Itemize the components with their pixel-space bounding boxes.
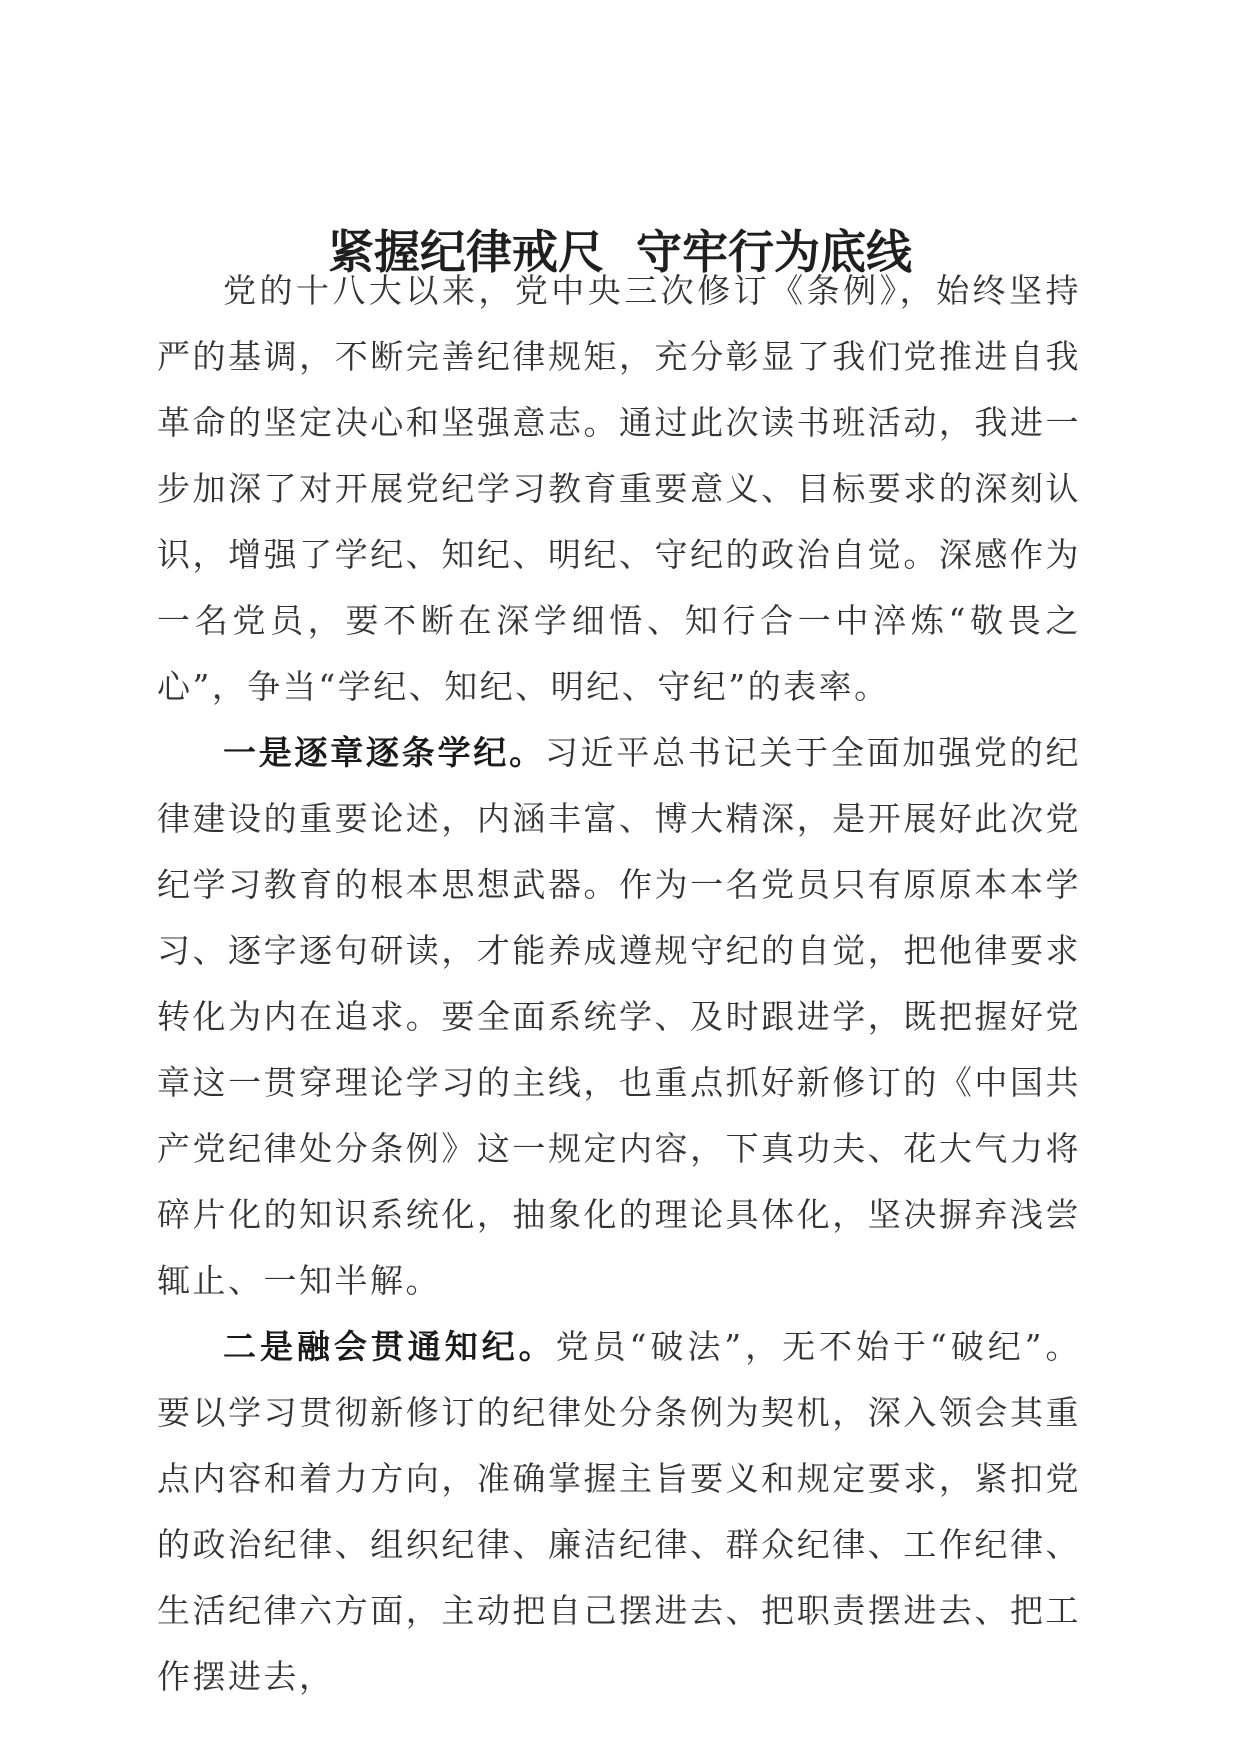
paragraph-text: 党的十八大以来，党中央三次修订《条例》，始终坚持严的基调，不断完善纪律规矩，充分彰显了我们党推进自我革命的坚定决心和坚强意志。通过此次读书班活动，我进一步加深了对开展党纪学习教育重要意义、目标要求的深刻认识，增强了学纪、知纪、明纪、守纪的政治自觉。深感作为一名党员，要不断在深学细悟、知行合一中淬炼“敬畏之心”，争当“学纪、知纪、明纪、守纪”的表率。 <box>157 271 1081 706</box>
paragraph-intro <box>157 258 1081 720</box>
paragraph-text: 习近平总书记关于全面加强党的纪律建设的重要论述，内涵丰富、博大精深，是开展好此次党纪学习教育的根本思想武器。作为一名党员只有原原本本学习、逐字逐句研读，才能养成遵规守纪的自觉，把他律要求转化为内在追求。要全面系统学、及时跟进学，既把握好党章这一贯穿理论学习的主线，也重点抓好新修订的《中国共产党纪律处分条例》这一规定内容，下真功夫、花大气力将碎片化的知识系统化，抽象化的理论具体化，坚决摒弃浅尝辄止、一知半解。 <box>157 733 1082 1300</box>
document-title: 紧握纪律戒尺 守牢行为底线 <box>327 224 913 279</box>
paragraph-point-two <box>157 1314 1081 1710</box>
document-body <box>157 258 1081 1710</box>
paragraph-text: 党员“破法”，无不始于“破纪”。要以学习贯彻新修订的纪律处分条例为契机，深入领会其重点内容和着力方向，准确掌握主旨要义和规定要求，紧扣党的政治纪律、组织纪律、廉洁纪律、群众纪律、工作纪律、生活纪律六方面，主动把自己摆进去、把职责摆进去、把工作摆进去， <box>157 1327 1082 1696</box>
paragraph-point-one <box>157 720 1081 1314</box>
paragraph-lead: 一是逐章逐条学纪。 <box>223 733 545 772</box>
paragraph-lead: 二是融会贯通知纪。 <box>223 1327 556 1366</box>
